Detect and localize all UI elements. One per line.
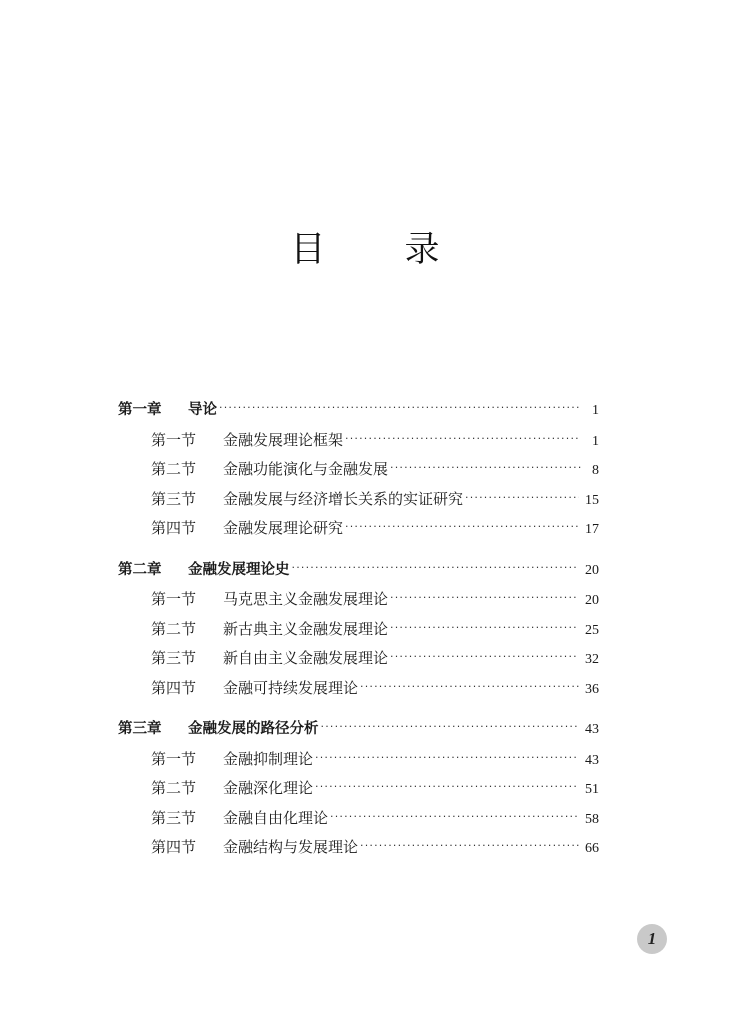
chapter-page: 20 — [585, 562, 599, 578]
section-entry[interactable] — [118, 514, 599, 544]
dot-leader — [330, 802, 579, 832]
section-page: 43 — [585, 752, 599, 768]
section-number: 第三节 — [151, 808, 197, 827]
chapter-title: 金融发展的路径分析 — [188, 721, 319, 737]
section-title: 金融功能演化与金融发展 — [223, 460, 389, 478]
section-number: 第一节 — [151, 430, 197, 449]
section-entry[interactable] — [118, 615, 599, 645]
dot-leader — [219, 393, 581, 423]
section-number: 第一节 — [151, 749, 197, 768]
dot-leader — [321, 712, 580, 742]
chapter-entry[interactable] — [118, 715, 599, 745]
section-entry[interactable] — [118, 745, 599, 775]
section-title: 金融发展与经济增长关系的实证研究 — [223, 489, 464, 508]
section-page: 36 — [585, 681, 599, 697]
dot-leader — [390, 613, 579, 643]
section-page: 1 — [592, 433, 599, 449]
dot-leader — [390, 642, 579, 672]
chapter-title: 金融发展理论史 — [188, 561, 290, 578]
section-page: 25 — [585, 622, 599, 638]
chapter-block — [118, 396, 599, 544]
section-title: 金融结构与发展理论 — [223, 838, 359, 856]
chapter-number: 第一章 — [118, 402, 162, 418]
section-entry[interactable] — [118, 585, 599, 615]
section-number: 第二节 — [151, 460, 197, 478]
section-page: 15 — [585, 492, 599, 508]
section-title: 金融发展理论研究 — [223, 519, 344, 537]
chapter-number: 第三章 — [118, 721, 162, 737]
section-number: 第二节 — [151, 619, 197, 638]
table-of-contents — [118, 396, 599, 875]
dot-leader — [345, 424, 581, 454]
section-entry[interactable] — [118, 455, 599, 485]
chapter-block — [118, 715, 599, 863]
section-title: 金融发展理论框架 — [223, 430, 344, 449]
dot-leader — [360, 672, 579, 702]
dot-leader — [315, 772, 579, 802]
section-entry[interactable] — [118, 804, 599, 834]
section-number: 第二节 — [151, 779, 197, 797]
section-page: 8 — [592, 463, 599, 478]
chapter-page: 1 — [592, 403, 599, 418]
chapter-page: 43 — [585, 722, 599, 737]
dot-leader — [390, 453, 581, 483]
chapter-entry[interactable] — [118, 556, 599, 586]
section-entry[interactable] — [118, 485, 599, 515]
section-number: 第四节 — [151, 838, 197, 856]
section-page: 66 — [585, 841, 599, 856]
section-title: 金融自由化理论 — [223, 808, 329, 827]
section-title: 金融抑制理论 — [223, 749, 314, 768]
section-title: 新古典主义金融发展理论 — [223, 619, 389, 638]
chapter-number: 第二章 — [118, 561, 162, 578]
section-entry[interactable] — [118, 674, 599, 704]
section-entry[interactable] — [118, 774, 599, 804]
section-number: 第四节 — [151, 519, 197, 537]
dot-leader — [465, 483, 579, 513]
section-entry[interactable] — [118, 833, 599, 863]
dot-leader — [315, 743, 579, 773]
section-page: 58 — [585, 811, 599, 827]
section-number: 第三节 — [151, 489, 197, 508]
section-entry[interactable] — [118, 426, 599, 456]
page-title: 目 录 — [290, 230, 474, 270]
dot-leader — [390, 583, 579, 613]
section-page: 17 — [585, 522, 599, 537]
dot-leader — [360, 831, 579, 861]
section-title: 金融可持续发展理论 — [223, 678, 359, 697]
chapter-title: 导论 — [188, 402, 217, 418]
section-title: 新自由主义金融发展理论 — [223, 649, 389, 667]
chapter-entry[interactable] — [118, 396, 599, 426]
chapter-block — [118, 556, 599, 704]
section-page: 51 — [585, 782, 599, 797]
section-number: 第一节 — [151, 590, 197, 608]
section-page: 20 — [585, 593, 599, 608]
section-page: 32 — [585, 652, 599, 667]
section-title: 金融深化理论 — [223, 779, 314, 797]
dot-leader — [292, 553, 580, 583]
section-entry[interactable] — [118, 644, 599, 674]
section-number: 第三节 — [151, 649, 197, 667]
page-number-badge: 1 — [637, 924, 667, 954]
section-number: 第四节 — [151, 678, 197, 697]
dot-leader — [345, 512, 579, 542]
section-title: 马克思主义金融发展理论 — [223, 590, 389, 608]
